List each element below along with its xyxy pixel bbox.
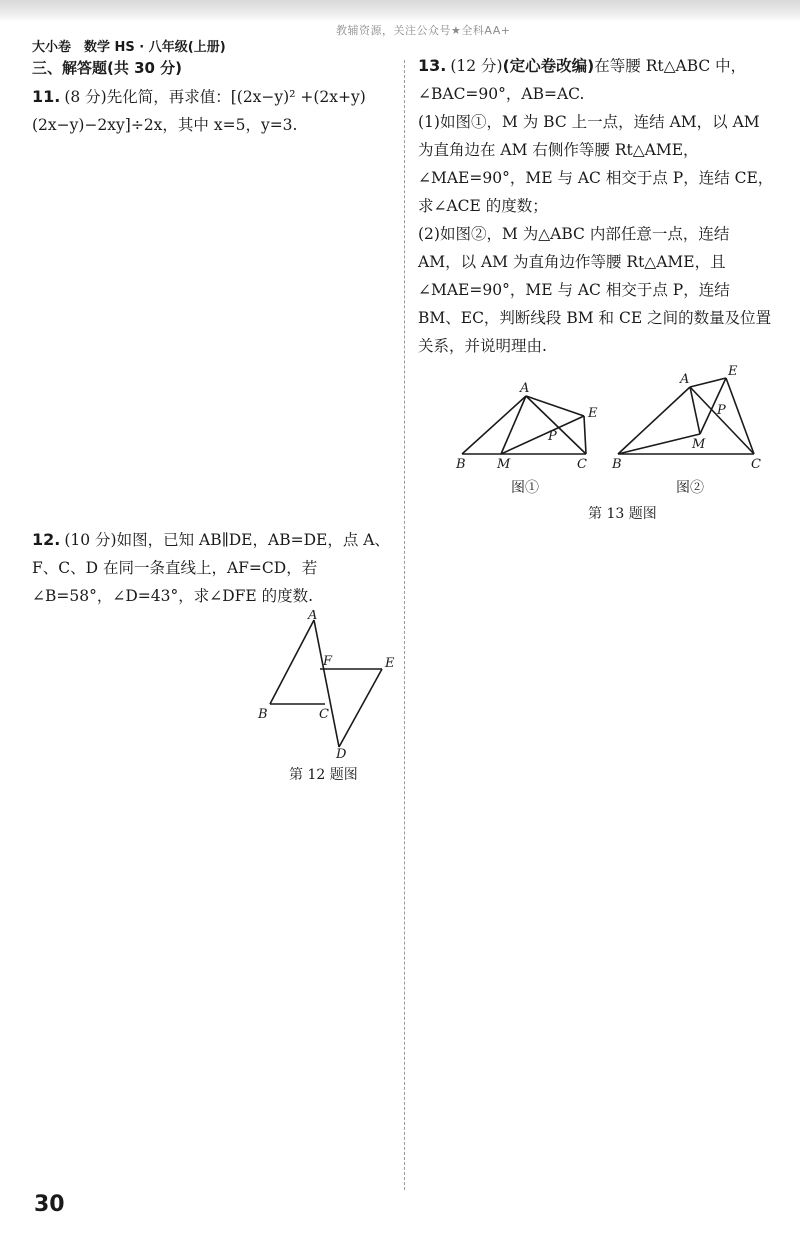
point-label: P xyxy=(548,429,557,444)
page-number: 30 xyxy=(34,1192,65,1217)
segment-bm xyxy=(618,434,700,454)
point-label: B xyxy=(258,707,268,722)
q13-caption: 第 13 题图 xyxy=(588,506,657,522)
segment-ab xyxy=(462,396,526,454)
q13-figure-1 xyxy=(452,378,612,474)
question-score: (12 分) xyxy=(450,57,503,75)
q13-figure-2 xyxy=(608,362,778,474)
scan-top-band xyxy=(0,0,800,22)
segment-ab xyxy=(618,387,690,454)
point-label: M xyxy=(692,437,706,452)
question-intro: 在等腰 Rt△ABC 中，∠BAC=90°，AB=AC. xyxy=(418,57,747,103)
question-12 xyxy=(32,526,392,610)
point-label: F xyxy=(323,654,333,669)
point-label: E xyxy=(385,656,395,671)
watermark: 教辅资源，关注公众号★全科AA+ xyxy=(336,24,511,37)
point-label: C xyxy=(751,457,761,472)
point-label: D xyxy=(336,747,347,762)
question-text: (10 分)如图，已知 AB∥DE，AB=DE，点 A、F、C、D 在同一条直线上，AF=CD，若∠B=58°，∠D=43°，求∠DFE 的度数. xyxy=(32,531,390,605)
point-label: E xyxy=(588,406,598,421)
point-label: C xyxy=(577,457,587,472)
segment-ab xyxy=(270,620,314,704)
section-title: 三、解答题(共 30 分) xyxy=(32,59,183,77)
point-label: C xyxy=(319,707,329,722)
segment-ac xyxy=(526,396,586,454)
question-number: 12. xyxy=(32,530,61,549)
q13-fig1-caption: 图① xyxy=(511,480,539,496)
running-head: 大小卷 数学 HS · 八年级(上册) xyxy=(32,40,226,55)
segment-ec xyxy=(584,416,586,454)
question-11 xyxy=(32,83,392,139)
point-label: B xyxy=(456,457,466,472)
segment-me xyxy=(501,416,584,454)
point-label: P xyxy=(717,403,726,418)
point-label: A xyxy=(308,610,318,623)
segment-ed xyxy=(339,669,382,747)
question-number: 11. xyxy=(32,87,61,106)
q12-figure xyxy=(250,610,410,762)
question-text: (8 分)先化简，再求值：[(2x−y)² +(2x+y)(2x−y)−2xy]÷2x，其中 x=5，y=3. xyxy=(32,88,366,134)
point-label: A xyxy=(680,372,690,387)
point-label: B xyxy=(612,457,622,472)
segment-am xyxy=(690,387,700,434)
point-label: E xyxy=(728,364,738,379)
segment-am xyxy=(501,396,526,454)
segment-ae xyxy=(690,378,726,387)
point-label: A xyxy=(520,381,530,396)
q13-fig2-caption: 图② xyxy=(676,480,704,496)
question-tag: (定心卷改编) xyxy=(502,57,595,75)
segment-ad xyxy=(314,620,339,747)
q12-caption: 第 12 题图 xyxy=(289,767,358,783)
point-label: M xyxy=(497,457,511,472)
question-part-2: (2)如图②，M 为△ABC 内部任意一点，连结 AM，以 AM 为直角边作等腰 Rt△AME，且∠MAE=90°，ME 与 AC 相交于点 P，连结 BM、EC，判断线段 BM 和 CE 之间的数量及位置关系，并说明理由. xyxy=(418,225,772,355)
question-13 xyxy=(418,52,776,360)
question-number: 13. xyxy=(418,56,447,75)
segment-ec xyxy=(726,378,754,454)
segment-ae xyxy=(526,396,584,416)
question-part-1: (1)如图①，M 为 BC 上一点，连结 AM，以 AM 为直角边在 AM 右侧作等腰 Rt△AME，∠MAE=90°，ME 与 AC 相交于点 P，连结 CE，求∠ACE 的度数； xyxy=(418,113,774,215)
